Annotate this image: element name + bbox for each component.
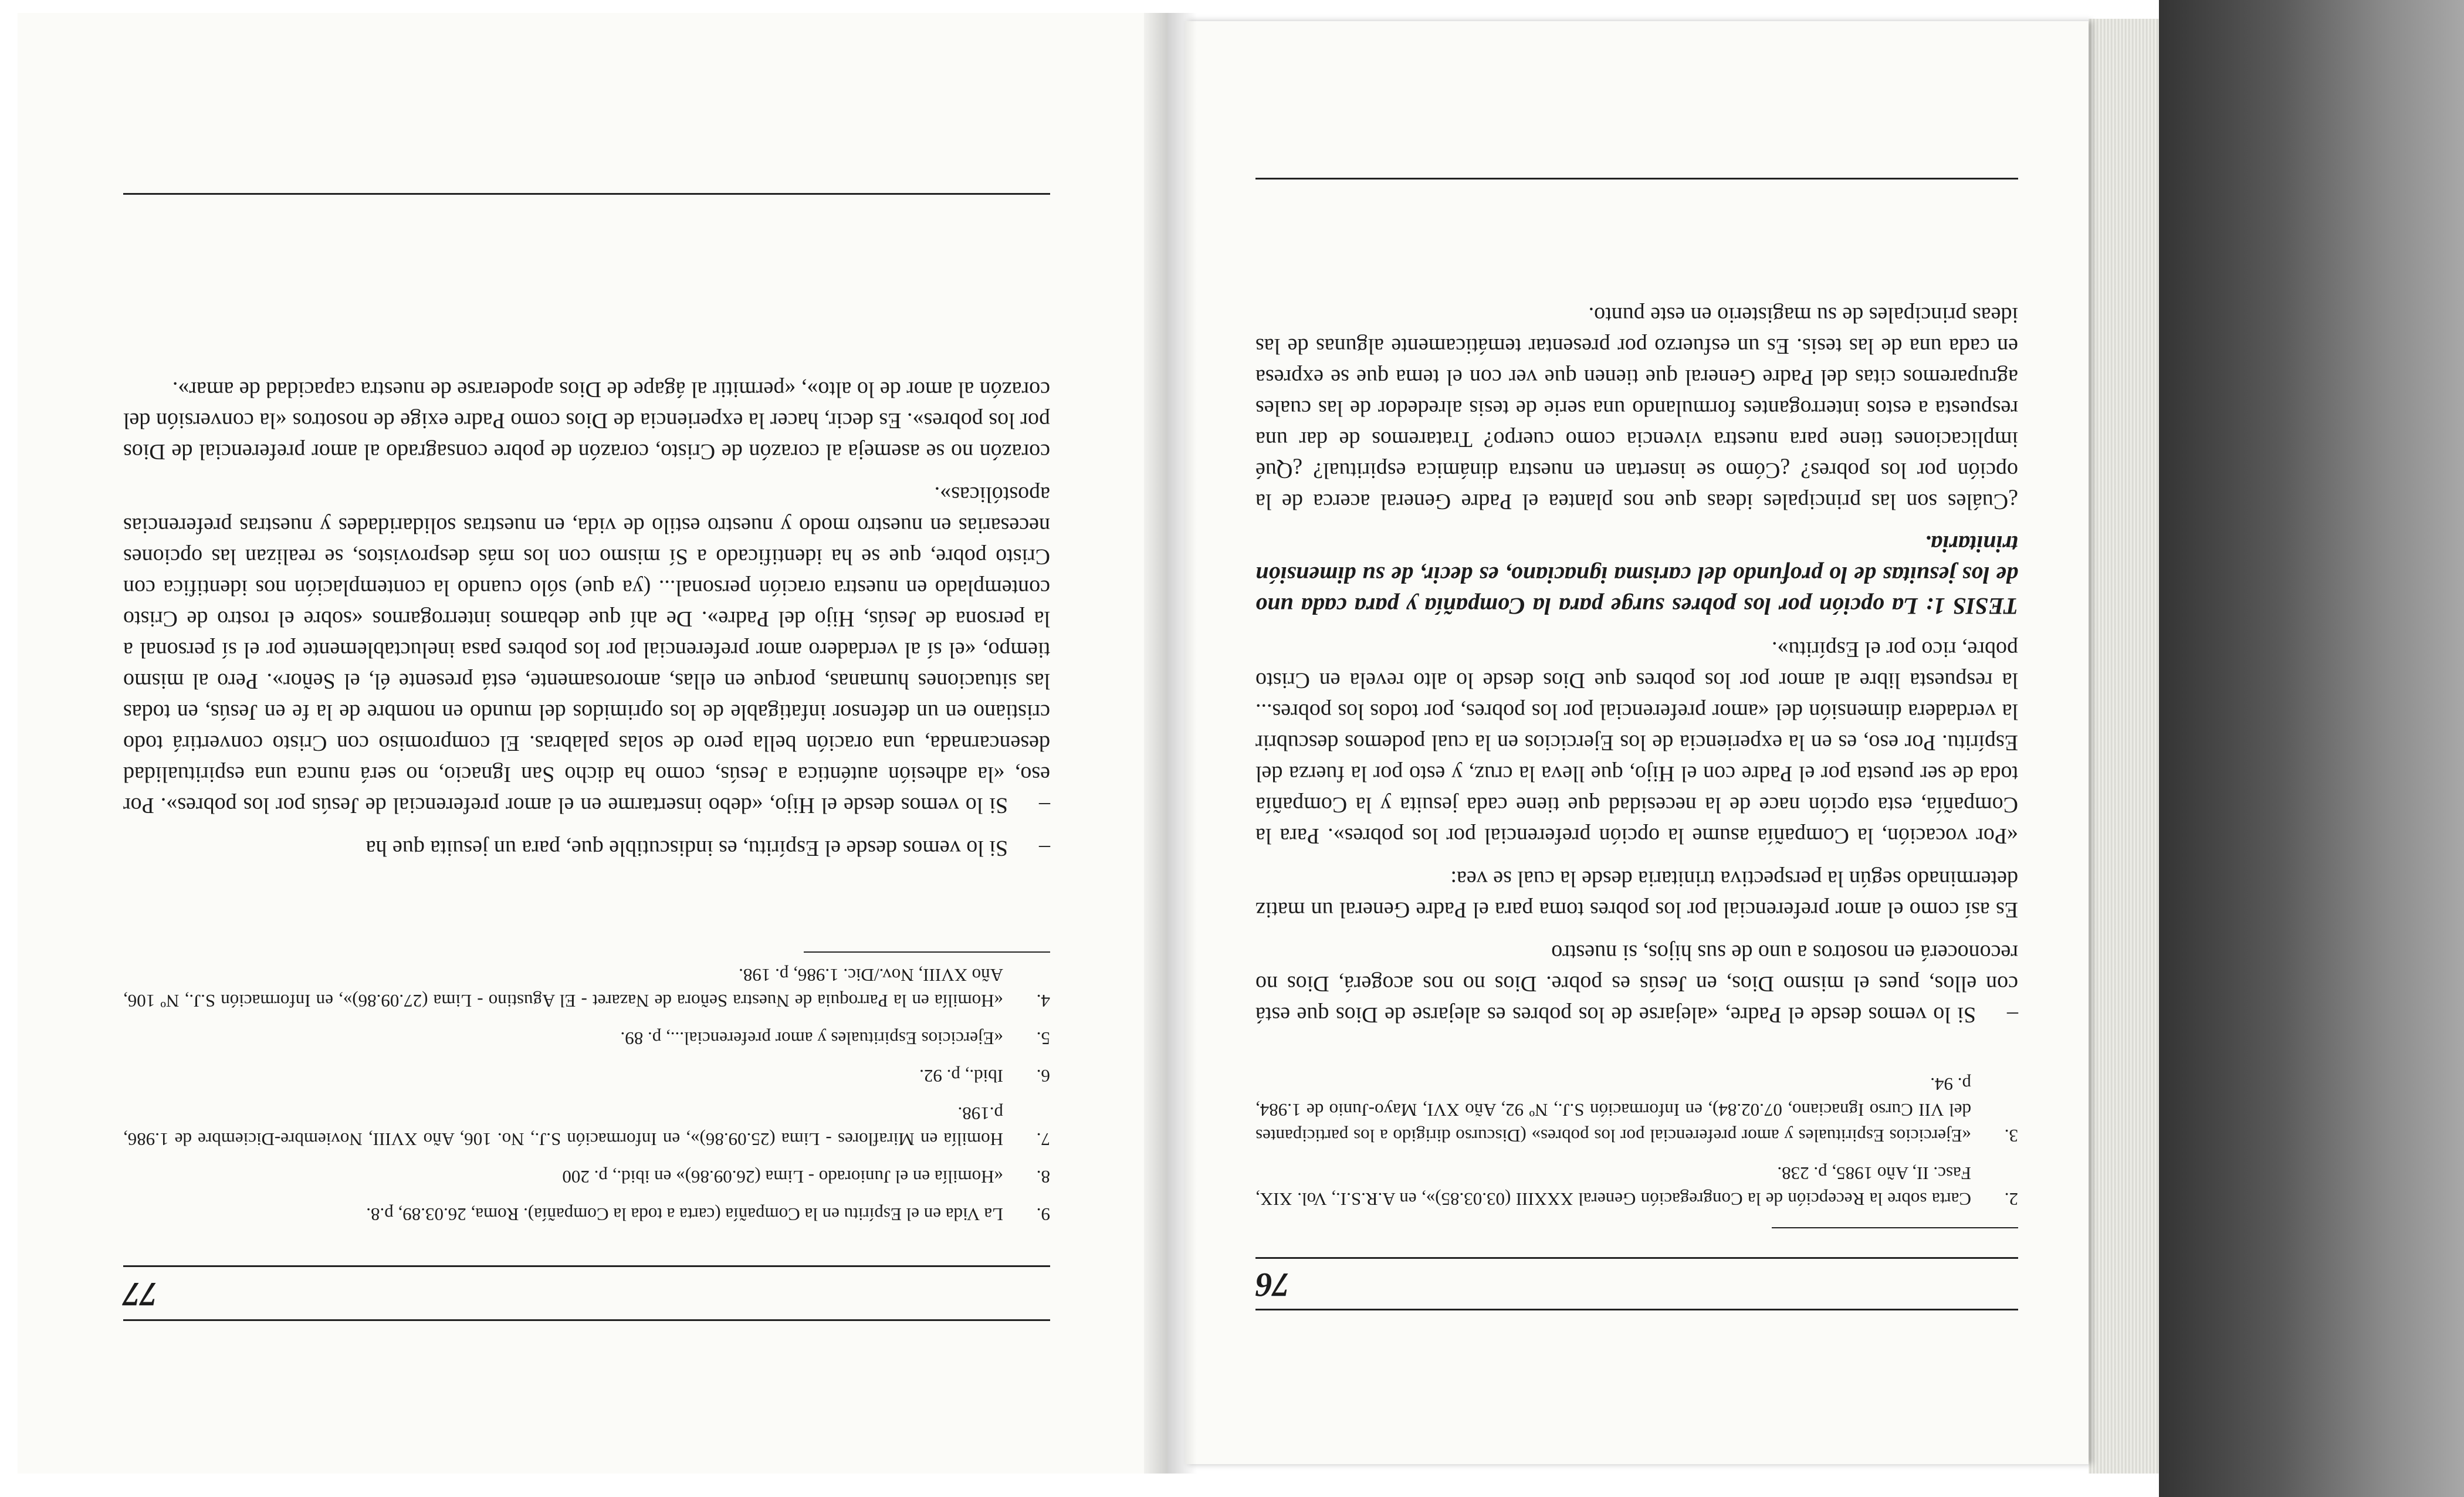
footnote-text: La Vida en el Espíritu en la Compañía (carta a toda la Compañía). Roma, 26.03.89, p.8. bbox=[366, 1204, 1003, 1225]
thesis-heading: TESIS 1: La opción por los pobres surge para la Compañía y para cada uno de los jesuitas de lo profundo del carisma ignaciano, es decir, de su dimensión trinitaria. bbox=[1255, 531, 2018, 619]
paragraph: –Si lo vemos desde el Padre, «alejarse de los pobres es alejarse de Dios que está con ellos, pues el mismo Dios, en Jesús es pobre. Dios no nos acogerá, Dios no reconocerá en nosotros a uno de sus hijos, si nuestro bbox=[1255, 940, 2018, 1027]
body-text bbox=[1255, 287, 2018, 1030]
page-number: 77 bbox=[123, 1275, 157, 1313]
footnote-text: «Homilía en el Juniorado - Lima (26.09.86)» en ibid., p. 200 bbox=[562, 1167, 1003, 1187]
footnote bbox=[1255, 1071, 2018, 1149]
header-rule bbox=[123, 1319, 1050, 1321]
footnotes-block bbox=[1255, 1059, 2018, 1212]
footnote-number: 2. bbox=[2004, 1189, 2018, 1210]
footnote bbox=[123, 1100, 1050, 1152]
footnote bbox=[1255, 1160, 2018, 1212]
footer-rule bbox=[1255, 178, 2018, 179]
paragraph: «Por vocación, la Compañía asume la opción preferencial por los pobres». Para la Compañía, esta opción nace de la necesidad que tiene cada jesuita y la Compañía toda de ser puesta por el Padre con el Hijo, que lleva la cruz, y esto por la fuerza del Espíritu. Por eso, es en la experiencia de los Ejercicios en la cual podemos descubrir la verdadera dimensión del «amor preferencial por los pobres, por todos los pobres... la respuesta libre al amor por los pobres que Dios desde lo alto revela en Cristo pobre, rico por el Espíritu». bbox=[1255, 637, 2018, 848]
footnote bbox=[123, 1164, 1050, 1190]
page-76 bbox=[1185, 21, 2089, 1464]
paragraph: Es así como el amor preferencial por los pobres toma para el Padre General un matiz determinado según la perspectiva trinitaria desde la cual se vea: bbox=[1255, 866, 2018, 922]
header-rule-lower bbox=[1255, 1257, 2018, 1259]
footnote-separator bbox=[1772, 1227, 2018, 1228]
footer-rule bbox=[123, 193, 1050, 195]
paragraph: –Si lo vemos desde el Espíritu, es indiscutible que, para un jesuita que ha bbox=[365, 836, 1050, 861]
header-rule bbox=[1255, 1309, 2018, 1310]
footnote bbox=[123, 962, 1050, 1014]
footnote bbox=[123, 1201, 1050, 1227]
footnote-number: 5. bbox=[1036, 1028, 1050, 1049]
paragraph-text: Si lo vemos desde el Padre, «alejarse de los pobres es alejarse de Dios que está con ellos, pues el mismo Dios, en Jesús es pobre. Dios no nos acogerá, Dios no reconocerá en nosotros a uno de sus hijos, si nuestro bbox=[1255, 940, 2018, 1027]
footnote-text: Homilía en Miraflores - Lima (25.09.86)», en Información S.J., No. 106, Año XVIII, Noviembre-Diciembre de 1.986, p.198. bbox=[123, 1103, 1003, 1150]
paragraph: –Si lo vemos desde el Hijo, «debo insertarme en el amor preferencial de Jesús por los pobres». Por eso, «la adhesión auténtica a Jesús, como ha dicho San Ignacio, no será nunca una espiritualidad desencarnada, una oración bella pero de solas palabras. El compromiso con Cristo convertirá todo cristiano en un defensor infatigable de los oprimidos del mundo en nombre de la fe en Jesús, en todas las situaciones humanas, porque en ellas, amorosamente, está presente él, el Señor». Pero al mismo tiempo, «el sí al verdadero amor preferencial por los pobres pasa ineluctablemente por el sí personal a la persona de Jesús, Hijo del Padre». De ahí que debamos interrogarnos «sobre el rostro de Cristo contemplado en nuestra oración personal... (ya que) sólo cuando la contemplación nos identifica con Cristo pobre, que se ha identificado a Sí mismo con los más desprovistos, se realizan las opciones necesarias en nuestro modo y nuestro estilo de vida, en nuestras solidaridades y nuestras preferencias apostólicas». bbox=[123, 482, 1050, 818]
footnote-separator bbox=[804, 951, 1050, 953]
page-number: 76 bbox=[1255, 1266, 1289, 1304]
book-gutter bbox=[1144, 13, 1197, 1474]
footnote-text: «Ejercicios Espirituales y amor preferencial..., p. 89. bbox=[620, 1028, 1003, 1049]
dark-background bbox=[2159, 0, 2464, 1497]
footnote-text: «Homilía en la Parroquia de Nuestra Señora de Nazaret - El Agustino - Lima (27.09.86)», en Información S.J., Nº 106, Año XVIII, Nov./Dic. 1.986, p. 198. bbox=[123, 965, 1003, 1011]
footnote-number: 9. bbox=[1036, 1204, 1050, 1225]
footnote-number: 8. bbox=[1036, 1167, 1050, 1187]
footnote bbox=[123, 1025, 1050, 1051]
paragraph: corazón no se asemeja al corazón de Cristo, corazón de pobre consagrado al amor preferencial de Dios por los pobres». Es decir, hacer la experiencia de Dios como Padre exige de nosotros «la conversión del corazón al amor de lo alto», «permitir al ágape de Dios apoderarse de nuestra capacidad de amar». bbox=[123, 377, 1050, 464]
header-rule-lower bbox=[123, 1265, 1050, 1267]
footnote-text: «Ejercicios Espirituales y amor preferencial por los pobres» (Discurso dirigido a los participantes del VII Curso Ignaciano, 07.02.84), en Información S.J., Nº 92, Año XVI, Mayo-Junio de 1.984, p. 94. bbox=[1255, 1074, 1971, 1146]
footnote-text: Ibid., p. 92. bbox=[919, 1066, 1003, 1086]
footnote-number: 6. bbox=[1036, 1066, 1050, 1086]
page-77 bbox=[18, 13, 1167, 1474]
footnotes-block bbox=[123, 949, 1050, 1227]
footnote bbox=[123, 1063, 1050, 1089]
paragraph-text: Si lo vemos desde el Hijo, «debo insertarme en el amor preferencial de Jesús por los pobres». Por eso, «la adhesión auténtica a Jesús, como ha dicho San Ignacio, no será nunca una espiritualidad desencarnada, una oración bella pero de solas palabras. El compromiso con Cristo convertirá todo cristiano en un defensor infatigable de los oprimidos del mundo en nombre de la fe en Jesús, en todas las situaciones humanas, porque en ellas, amorosamente, está presente él, el Señor». Pero al mismo tiempo, «el sí al verdadero amor preferencial por los pobres pasa ineluctablemente por el sí personal a la persona de Jesús, Hijo del Padre». De ahí que debamos interrogarnos «sobre el rostro de Cristo contemplado en nuestra oración personal... (ya que) sólo cuando la contemplación nos identifica con Cristo pobre, que se ha identificado a Sí mismo con los más desprovistos, se realizan las opciones necesarias en nuestro modo y nuestro estilo de vida, en nuestras solidaridades y nuestras preferencias apostólicas». bbox=[123, 482, 1050, 818]
footnote-number: 4. bbox=[1036, 991, 1050, 1011]
footnote-text: Carta sobre la Recepción de la Congregación General XXXIII (03.03.85)», en A.R.S.I., Vol. XIX, Fasc. II, Año 1985, p. 238. bbox=[1255, 1163, 1971, 1210]
footnote-number: 3. bbox=[2004, 1126, 2018, 1146]
footnote-number: 7. bbox=[1036, 1129, 1050, 1150]
page-edges bbox=[2089, 19, 2159, 1474]
body-text bbox=[123, 362, 1050, 863]
paragraph-text: Si lo vemos desde el Espíritu, es indiscutible que, para un jesuita que ha bbox=[365, 836, 1008, 861]
paragraph: ¿Cuáles son las principales ideas que nos plantea el Padre General acerca de la opción por los pobres? ¿Cómo se insertan en nuestra dinámica espiritual? ¿Qué implicaciones tiene para nuestra vivencia como cuerpo? Trataremos de dar una respuesta a estos interrogantes formulando una serie de tesis alrededor de las cuales agruparemos citas del Padre General que tienen que ver con el tema que se expresa en cada una de las tesis. Es un esfuerzo por presentar temáticamente algunas de las ideas principales de su magisterio en este punto. bbox=[1255, 303, 2018, 514]
